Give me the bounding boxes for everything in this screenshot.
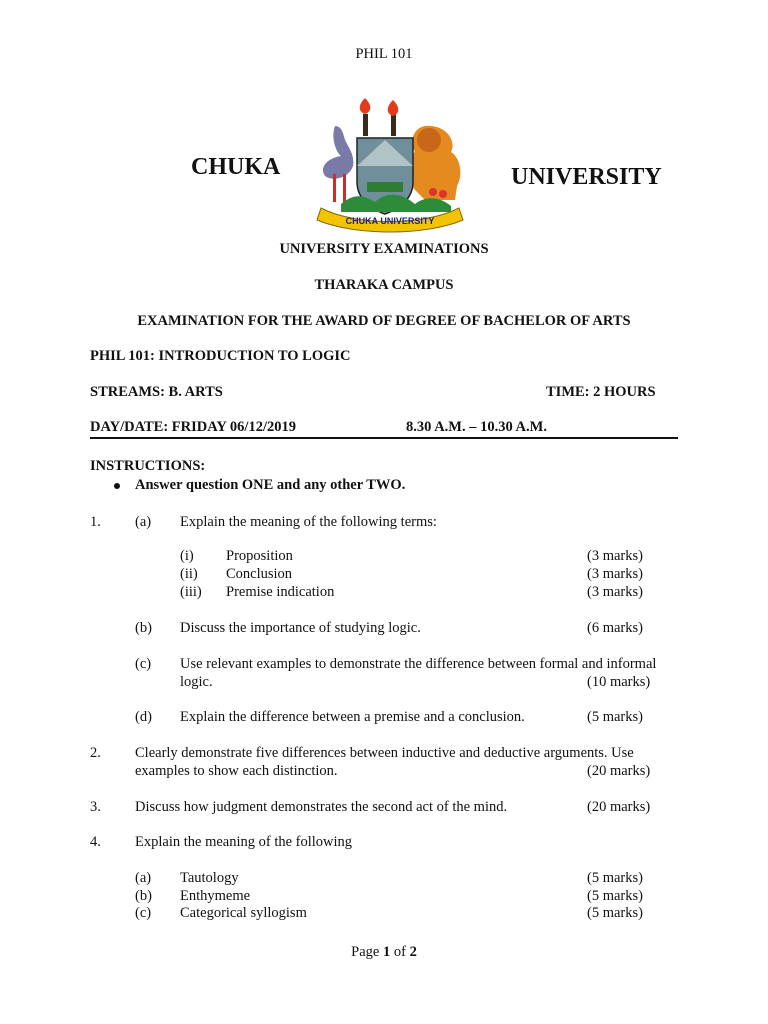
crest-icon bbox=[305, 96, 475, 234]
question-text: Discuss how judgment demonstrates the second act of the mind. bbox=[135, 799, 508, 815]
sub-question-text: Use relevant examples to demonstrate the difference between formal and informal bbox=[180, 656, 657, 672]
instructions-heading: INSTRUCTIONS: bbox=[90, 458, 206, 474]
item-marks: (5 marks) bbox=[587, 870, 643, 886]
title-award: EXAMINATION FOR THE AWARD OF DEGREE OF BACHELOR OF ARTS bbox=[137, 313, 631, 329]
sub-question-marks: (5 marks) bbox=[587, 709, 643, 725]
sub-question-text: Explain the difference between a premise and a conclusion. bbox=[180, 709, 525, 725]
item-text: Enthymeme bbox=[180, 888, 251, 904]
header-divider bbox=[90, 437, 678, 439]
item-text: Categorical syllogism bbox=[180, 905, 307, 921]
question-number: 2. bbox=[90, 745, 101, 761]
exam-time: TIME: 2 HOURS bbox=[546, 384, 656, 400]
instructions-item: Answer question ONE and any other TWO. bbox=[135, 477, 406, 493]
question-text-cont: examples to show each distinction. bbox=[135, 763, 338, 779]
page-footer bbox=[0, 944, 768, 961]
question-marks: (20 marks) bbox=[587, 763, 651, 779]
sub-question-marks: (10 marks) bbox=[587, 674, 651, 690]
question-text: Explain the meaning of the following bbox=[135, 834, 353, 850]
item-label: (b) bbox=[135, 888, 152, 904]
university-name-right: UNIVERSITY bbox=[511, 164, 662, 190]
question-text: Clearly demonstrate five differences between inductive and deductive arguments. Use bbox=[135, 745, 634, 761]
title-campus: THARAKA CAMPUS bbox=[314, 277, 454, 293]
page-number: 1 bbox=[382, 944, 391, 960]
sub-question-label: (a) bbox=[135, 514, 152, 530]
bullet-icon bbox=[114, 483, 120, 489]
sub-question-text: Explain the meaning of the following terms: bbox=[180, 514, 437, 530]
item-text: Proposition bbox=[226, 548, 293, 564]
item-marks: (3 marks) bbox=[587, 566, 643, 582]
title-exams: UNIVERSITY EXAMINATIONS bbox=[279, 241, 489, 257]
streams: STREAMS: B. ARTS bbox=[90, 384, 223, 400]
crest-ribbon-text: CHUKA UNIVERSITY bbox=[345, 216, 435, 226]
question-marks: (20 marks) bbox=[587, 799, 651, 815]
item-label: (i) bbox=[180, 548, 194, 564]
question-number: 1. bbox=[90, 514, 101, 530]
university-name-left: CHUKA bbox=[191, 154, 281, 180]
item-marks: (5 marks) bbox=[587, 888, 643, 904]
page-header-code: PHIL 101 bbox=[355, 46, 413, 62]
item-marks: (3 marks) bbox=[587, 584, 643, 600]
page-of: of bbox=[390, 944, 410, 960]
sub-question-text-cont: logic. bbox=[180, 674, 213, 690]
item-text: Conclusion bbox=[226, 566, 293, 582]
question-number: 4. bbox=[90, 834, 101, 850]
item-text: Premise indication bbox=[226, 584, 335, 600]
item-label: (iii) bbox=[180, 584, 202, 600]
question-number: 3. bbox=[90, 799, 101, 815]
page-prefix: Page bbox=[351, 944, 383, 960]
exam-hours: 8.30 A.M. – 10.30 A.M. bbox=[406, 419, 547, 435]
university-crest bbox=[305, 96, 475, 234]
sub-question-label: (b) bbox=[135, 620, 152, 636]
item-text: Tautology bbox=[180, 870, 239, 886]
sub-question-label: (d) bbox=[135, 709, 152, 725]
page-total: 2 bbox=[409, 944, 417, 960]
item-label: (a) bbox=[135, 870, 152, 886]
item-marks: (3 marks) bbox=[587, 548, 643, 564]
course-title: PHIL 101: INTRODUCTION TO LOGIC bbox=[90, 348, 351, 364]
day-date: DAY/DATE: FRIDAY 06/12/2019 bbox=[90, 419, 296, 435]
sub-question-text: Discuss the importance of studying logic. bbox=[180, 620, 421, 636]
item-marks: (5 marks) bbox=[587, 905, 643, 921]
sub-question-label: (c) bbox=[135, 656, 152, 672]
item-label: (c) bbox=[135, 905, 152, 921]
item-label: (ii) bbox=[180, 566, 198, 582]
sub-question-marks: (6 marks) bbox=[587, 620, 643, 636]
